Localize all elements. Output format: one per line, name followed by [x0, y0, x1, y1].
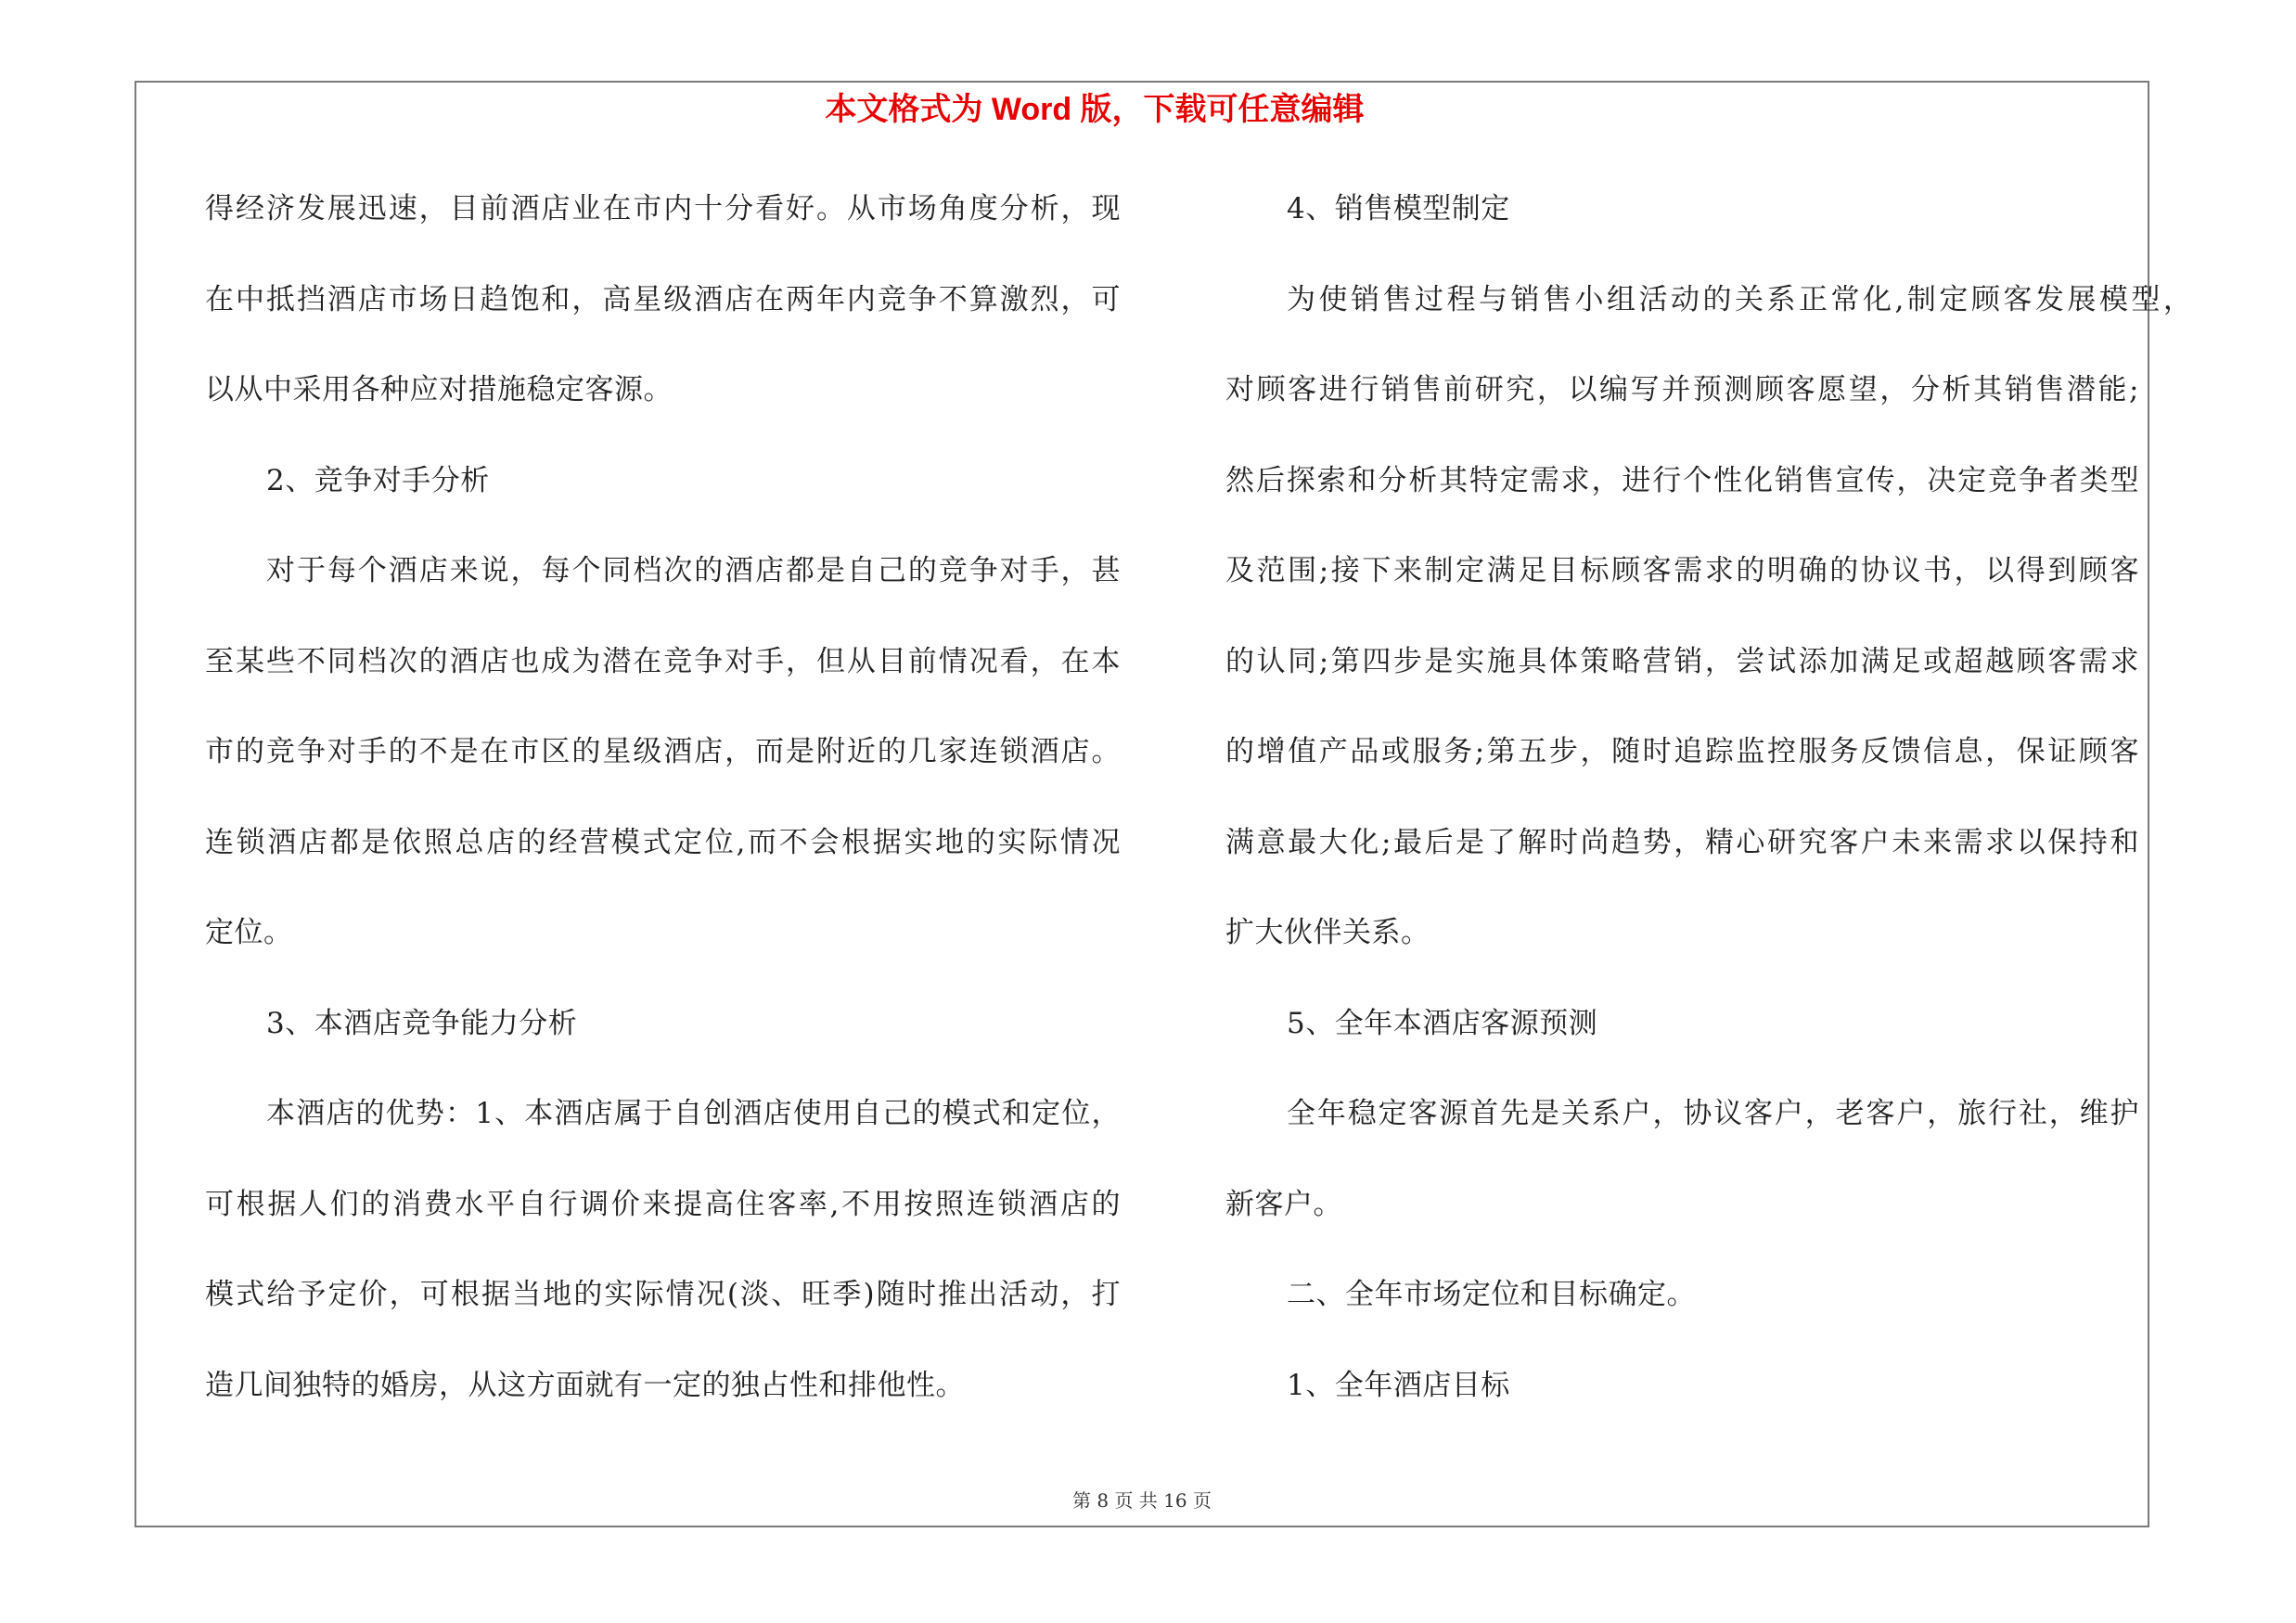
section-heading	[1225, 1341, 2139, 1432]
text-line: 以从中采用各种应对措施稳定客源。	[205, 373, 673, 406]
right-column	[1225, 164, 2196, 1431]
text-line: 得经济发展迅速，目前酒店业在市内十分看好。从市场角度分析，现	[205, 192, 1121, 225]
section-heading	[1225, 979, 2139, 1070]
text-line: 新客户。	[1225, 1187, 1342, 1221]
left-column	[205, 164, 1121, 1431]
section-heading	[1225, 164, 2139, 255]
paragraph	[205, 164, 1121, 436]
text-line: 对于每个酒店来说，每个同档次的酒店都是自己的竞争对手，甚	[266, 554, 1121, 587]
text-line: 至某些不同档次的酒店也成为潜在竞争对手，但从目前情况看，在本	[205, 644, 1121, 678]
heading-line: 3、本酒店竞争能力分析	[266, 1006, 578, 1040]
page-number: 第 8 页 共 16 页	[1072, 1489, 1212, 1512]
text-line: 的认同;第四步是实施具体策略营销，尝试添加满足或超越顾客需求	[1225, 644, 2139, 678]
text-line: 为使销售过程与销售小组活动的关系正常化,制定顾客发展模型，	[1287, 282, 2196, 316]
text-line: 全年稳定客源首先是关系户，协议客户，老客户，旅行社，维护	[1287, 1097, 2139, 1130]
paragraph	[1225, 255, 2196, 979]
text-line: 对顾客进行销售前研究，以编写并预测顾客愿望，分析其销售潜能;	[1225, 373, 2139, 406]
section-heading	[1225, 1250, 2139, 1341]
text-line: 市的竞争对手的不是在市区的星级酒店，而是附近的几家连锁酒店。	[205, 735, 1121, 768]
section-heading	[205, 436, 1121, 527]
text-line: 满意最大化;最后是了解时尚趋势，精心研究客户未来需求以保持和	[1225, 825, 2139, 859]
heading-line: 5、全年本酒店客源预测	[1287, 1006, 1598, 1040]
text-line: 连锁酒店都是依照总店的经营模式定位,而不会根据实地的实际情况	[205, 825, 1121, 859]
text-line: 的增值产品或服务;第五步，随时追踪监控服务反馈信息，保证顾客	[1225, 735, 2139, 768]
text-line: 定位。	[205, 916, 293, 949]
heading-line: 4、销售模型制定	[1287, 192, 1510, 225]
text-line: 然后探索和分析其特定需求，进行个性化销售宣传，决定竞争者类型	[1225, 463, 2139, 497]
section-heading	[205, 979, 1121, 1070]
format-notice: 本文格式为 Word 版，下载可任意编辑	[825, 92, 1365, 127]
paragraph	[205, 1069, 1121, 1431]
heading-line: 2、竞争对手分析	[266, 463, 490, 497]
text-line: 模式给予定价，可根据当地的实际情况(淡、旺季)随时推出活动，打	[205, 1278, 1121, 1311]
heading-line: 二、全年市场定位和目标确定。	[1287, 1278, 1696, 1311]
text-line: 在中抵挡酒店市场日趋饱和，高星级酒店在两年内竞争不算激烈，可	[205, 282, 1121, 316]
text-line: 本酒店的优势：1、本酒店属于自创酒店使用自己的模式和定位，	[266, 1097, 1121, 1130]
heading-line: 1、全年酒店目标	[1287, 1368, 1510, 1402]
text-line: 可根据人们的消费水平自行调价来提高住客率,不用按照连锁酒店的	[205, 1187, 1121, 1221]
paragraph	[205, 526, 1121, 979]
text-line: 造几间独特的婚房，从这方面就有一定的独占性和排他性。	[205, 1368, 965, 1402]
text-line: 及范围;接下来制定满足目标顾客需求的明确的协议书，以得到顾客	[1225, 554, 2139, 587]
paragraph	[1225, 1069, 2139, 1250]
text-line: 扩大伙伴关系。	[1225, 916, 1430, 949]
